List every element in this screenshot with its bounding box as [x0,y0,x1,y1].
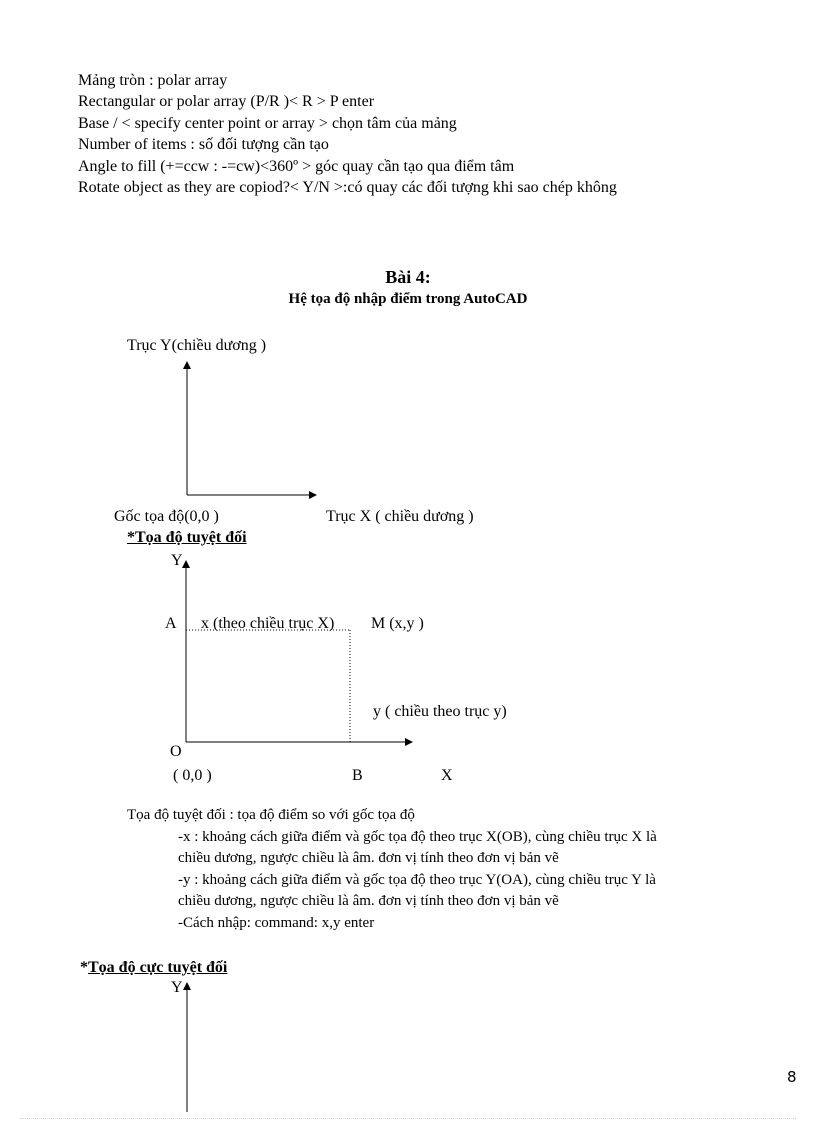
polar-heading-prefix: * [80,959,88,976]
diagram2-origin: O [170,743,182,760]
diagram2-x-label: X [441,767,453,784]
absolute-bullet-5: -Cách nhập: command: x,y enter [178,915,375,931]
diagram1-origin-label: Gốc tọa độ(0,0 ) [114,508,219,525]
intro-line-3: Base / < specify center point or array > chọn tâm của mảng [78,115,457,132]
intro-line-5: Angle to fill (+=ccw : -=cw)<360º > góc quay cần tạo qua điểm tâm [78,158,515,175]
diagram1-x-axis-label: Trục X ( chiều dương ) [326,508,474,525]
diagram2-y-label: Y [171,552,183,569]
diagram2-point-b: B [352,767,363,784]
polar-section-heading [80,958,227,977]
diagram2-origin-coords: ( 0,0 ) [173,767,212,784]
lesson-subtitle: Hệ tọa độ nhập điểm trong AutoCAD [288,291,528,307]
intro-line-4: Number of items : số đối tượng cần tạo [78,136,329,153]
page-number: 8 [787,1068,797,1086]
diagram2-x-text: x (theo chiều trục X) [201,615,335,632]
absolute-description: Tọa độ tuyệt đối : tọa độ điểm so với gốc tọa độ [127,807,415,823]
absolute-bullet-3: -y : khoảng cách giữa điểm và gốc tọa độ theo trục Y(OA), cùng chiều trục Y là [178,872,656,888]
intro-line-2: Rectangular or polar array (P/R )< R > P enter [78,93,375,110]
diagram1-y-axis-label: Trục Y(chiều dương ) [127,337,267,354]
intro-line-6: Rotate object as they are copiod?< Y/N >:có quay các đối tượng khi sao chép không [78,179,617,196]
diagram3-y-label: Y [171,979,183,996]
page-bottom-border [20,1118,796,1119]
intro-line-1: Mảng tròn : polar array [78,72,228,89]
absolute-bullet-1: -x : khoảng cách giữa điểm và gốc tọa độ theo trục X(OB), cùng chiều trục X là [178,829,657,845]
absolute-bullet-4: chiều dương, ngược chiều là âm. đơn vị tính theo đơn vị bản vẽ [178,893,559,909]
absolute-section-heading: *Tọa độ tuyệt đối [127,529,247,546]
absolute-bullet-2: chiều dương, ngược chiều là âm. đơn vị tính theo đơn vị bản vẽ [178,850,559,866]
diagram2-point-a: A [165,615,177,632]
diagram2-point-m: M (x,y ) [371,615,424,632]
diagram2-y-text: y ( chiều theo trục y) [373,703,507,720]
lesson-title: Bài 4: [385,267,431,287]
polar-heading-text: Tọa độ cực tuyệt đối [88,959,228,976]
